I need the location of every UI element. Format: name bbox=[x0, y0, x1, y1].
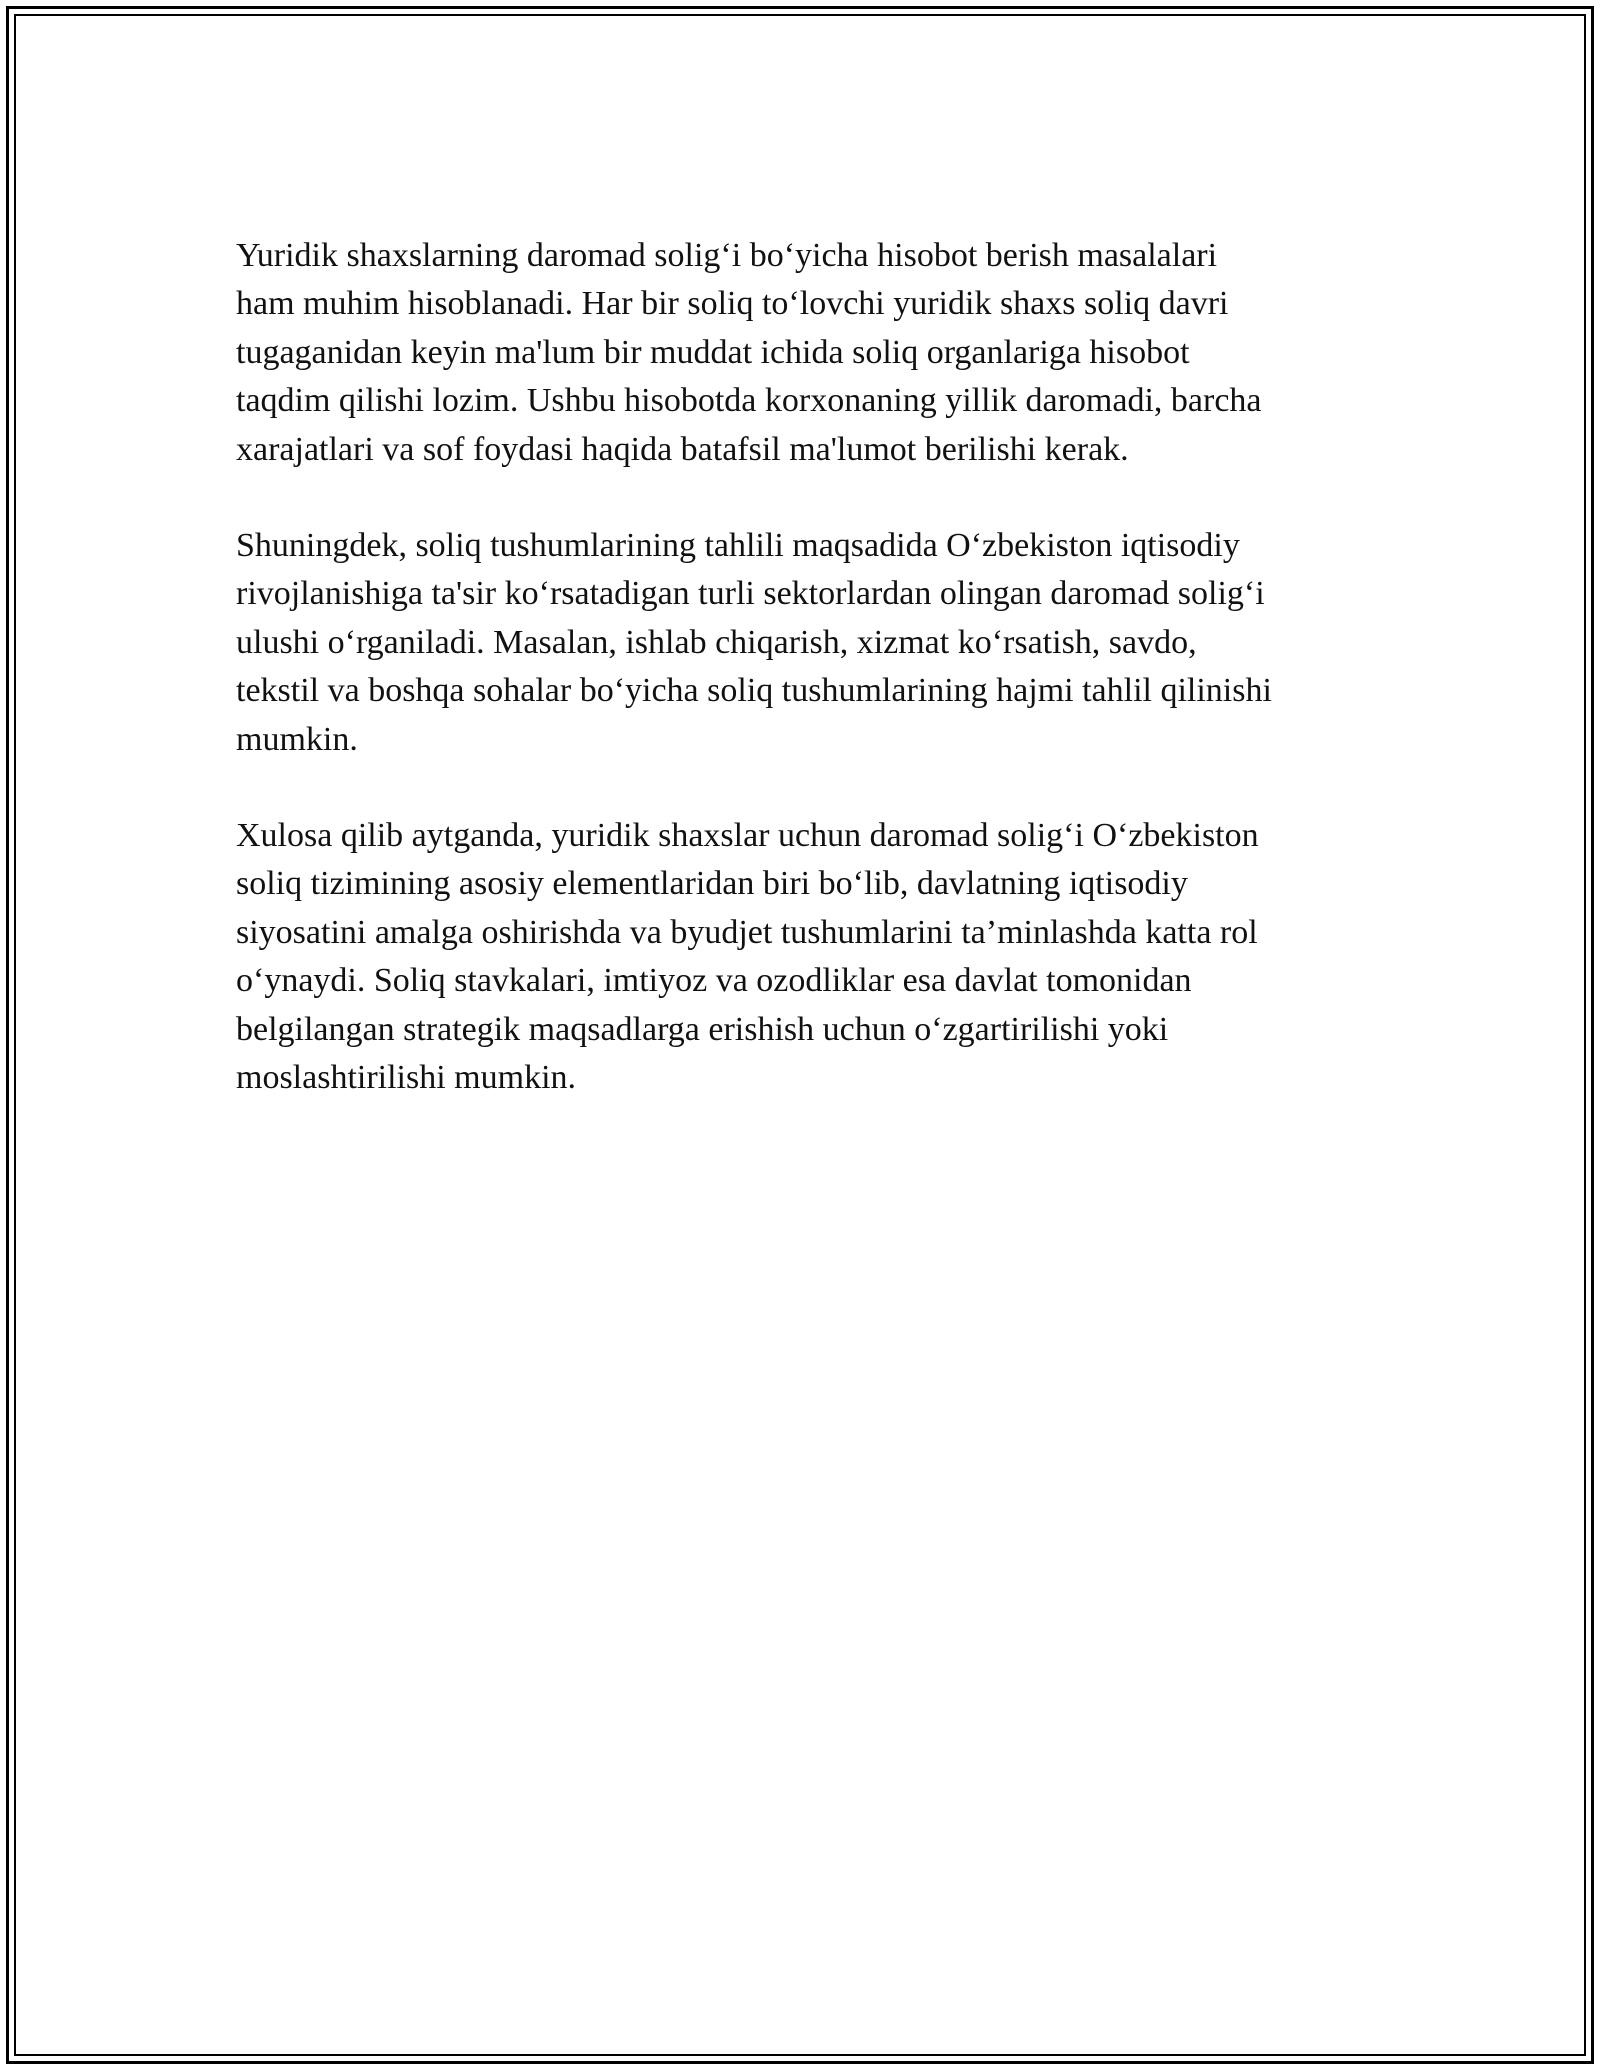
paragraph-line: taqdim qilishi lozim. Ushbu hisobotda korxonaning yillik daromadi, barcha bbox=[236, 382, 1262, 420]
paragraph-line: o‘ynaydi. Soliq stavkalari, imtiyoz va ozodliklar esa davlat tomonidan bbox=[236, 962, 1192, 1000]
paragraph-line: Yuridik shaxslarning daromad solig‘i bo‘yicha hisobot berish masalalari bbox=[236, 237, 1218, 274]
paragraph-conclusion bbox=[236, 812, 1366, 1102]
paragraph-line: Xulosa qilib aytganda, yuridik shaxslar uchun daromad solig‘i O‘zbekiston bbox=[236, 817, 1259, 855]
paragraph-line: Shuningdek, soliq tushumlarining tahlili maqsadida O‘zbekiston iqtisodiy bbox=[236, 527, 1240, 565]
paragraph-line: mumkin. bbox=[236, 720, 358, 758]
paragraph-line: soliq tizimining asosiy elementlaridan biri bo‘lib, davlatning iqtisodiy bbox=[236, 865, 1188, 903]
paragraph-analysis bbox=[236, 522, 1366, 764]
paragraph-line: siyosatini amalga oshirishda va byudjet tushumlarini ta’minlashda katta rol bbox=[236, 913, 1258, 951]
paragraph-line: moslashtirilishi mumkin. bbox=[236, 1059, 577, 1097]
paragraph-line: belgilangan strategik maqsadlarga erishish uchun o‘zgartirilishi yoki bbox=[236, 1010, 1169, 1048]
document-body bbox=[236, 232, 1366, 1151]
paragraph-line: ulushi o‘rganiladi. Masalan, ishlab chiqarish, xizmat ko‘rsatish, savdo, bbox=[236, 623, 1197, 661]
paragraph-line: tekstil va boshqa sohalar bo‘yicha soliq tushumlarining hajmi tahlil qilinishi bbox=[236, 672, 1272, 710]
paragraph-line: ham muhim hisoblanadi. Har bir soliq to‘lovchi yuridik shaxs soliq davri bbox=[236, 285, 1229, 323]
paragraph-line: tugaganidan keyin ma'lum bir muddat ichida soliq organlariga hisobot bbox=[236, 333, 1190, 371]
paragraph-line: rivojlanishiga ta'sir ko‘rsatadigan turli sektorlardan olingan daromad solig‘i bbox=[236, 575, 1265, 613]
paragraph-reporting bbox=[236, 232, 1366, 474]
paragraph-line: xarajatlari va sof foydasi haqida batafsil ma'lumot berilishi kerak. bbox=[236, 430, 1129, 468]
